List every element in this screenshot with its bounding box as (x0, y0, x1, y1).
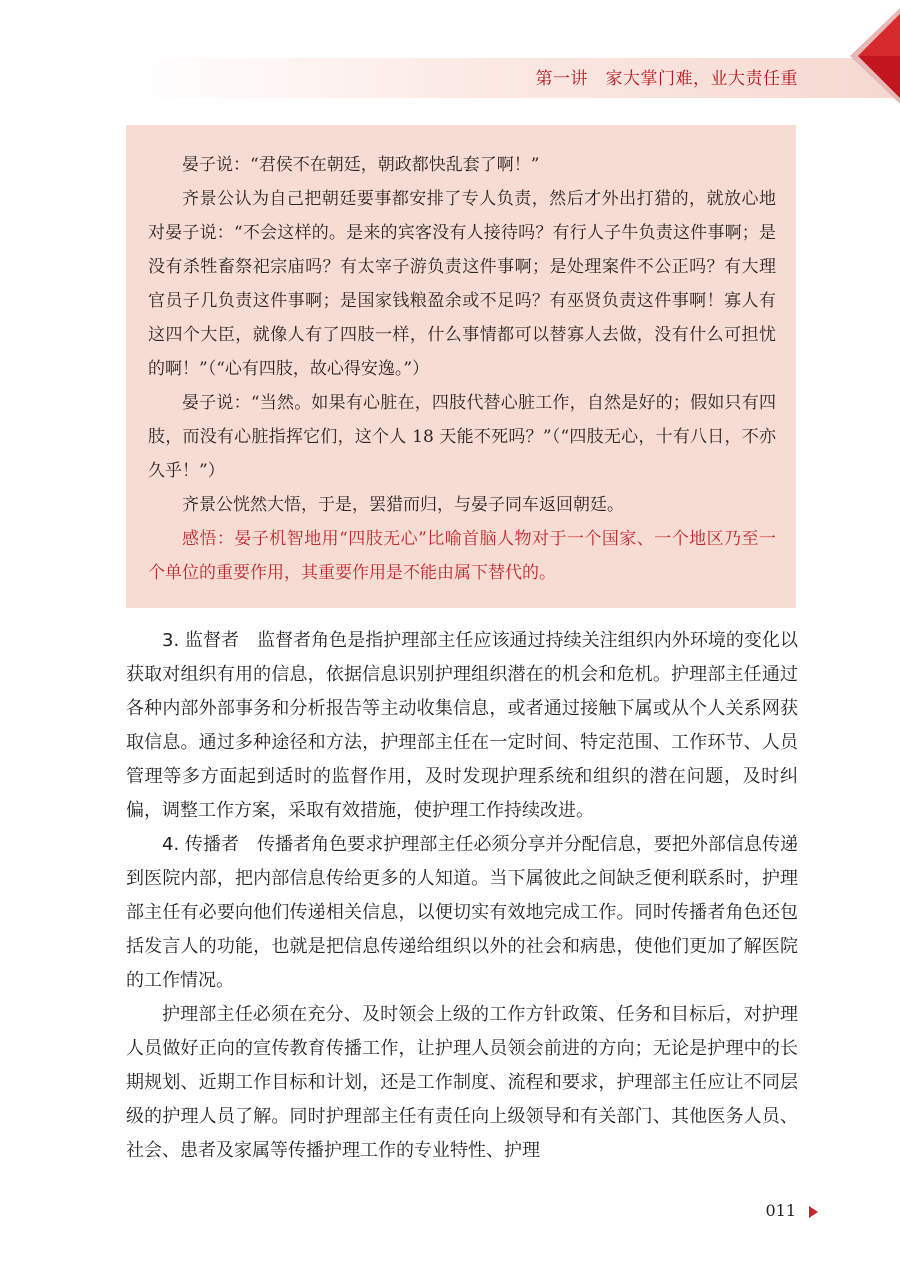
body-paragraph: 护理部主任必须在充分、及时领会上级的工作方针政策、任务和目标后，对护理人员做好正向的宣传教育传播工作，让护理人员领会前进的方向；无论是护理中的长期规划、近期工作目标和计划，还是工作制度、流程和要求，护理部主任应让不同层级的护理人员了解。同时护理部主任有责任向上级领导和有关部门、其他医务人员、社会、患者及家属等传播护理工作的专业特性、护理 (126, 1004, 798, 1161)
body-paragraph-supervisor: 3. 监督者 监督者角色是指护理部主任应该通过持续关注组织内外环境的变化以获取对组织有用的信息，依据信息识别护理组织潜在的机会和危机。护理部主任通过各种内部外部事务和分析报告等主动收集信息，或者通过接触下属或从个人关系网获取信息。通过多种途径和方法，护理部主任在一定时间、特定范围、工作环节、人员管理等多方面起到适时的监督作用，及时发现护理系统和组织的潜在问题，及时纠偏，调整工作方案，采取有效措施，使护理工作持续改进。 (126, 630, 798, 821)
chapter-title: 第一讲 家大掌门难，业大责任重 (535, 69, 798, 89)
story-paragraph: 晏子说：“当然。如果有心脏在，四肢代替心脏工作，自然是好的；假如只有四肢，而没有心脏指挥它们，这个人 18 天能不死吗？”（“四肢无心，十有八日，不亦久乎！”） (148, 393, 776, 481)
body-paragraph-communicator: 4. 传播者 传播者角色要求护理部主任必须分享并分配信息，要把外部信息传递到医院内部，把内部信息传给更多的人知道。当下属彼此之间缺乏便利联系时，护理部主任有必要向他们传递相关信息，以便切实有效地完成工作。同时传播者角色还包括发言人的功能，也就是把信息传递给组织以外的社会和病患，使他们更加了解医院的工作情况。 (126, 834, 798, 991)
body-text (126, 624, 798, 1168)
corner-ribbon (836, 0, 900, 110)
story-paragraph: 齐景公恍然大悟，于是，罢猎而归，与晏子同车返回朝廷。 (182, 495, 624, 515)
story-paragraph: 齐景公认为自己把朝廷要事都安排了专人负责，然后才外出打猎的，就放心地对晏子说：“不会这样的。是来的宾客没有人接待吗？有行人子牛负责这件事啊；是没有杀牲畜祭祀宗庙吗？有太宰子游负责这件事啊；是处理案件不公正吗？有大理官员子几负责这件事啊；是国家钱粮盈余或不足吗？有巫贤负责这件事啊！寡人有这四个大臣，就像人有了四肢一样，什么事情都可以替寡人去做，没有什么可担忧的啊！”（“心有四肢，故心得安逸。”） (148, 189, 776, 379)
next-page-arrow-icon (809, 1206, 818, 1218)
story-text (148, 148, 776, 590)
story-paragraph: 晏子说：“君侯不在朝廷，朝政都快乱套了啊！” (182, 155, 540, 175)
story-insight: 感悟：晏子机智地用“四肢无心”比喻首脑人物对于一个国家、一个地区乃至一个单位的重要作用，其重要作用是不能由属下替代的。 (148, 529, 776, 583)
page-number: 011 (765, 1201, 796, 1220)
